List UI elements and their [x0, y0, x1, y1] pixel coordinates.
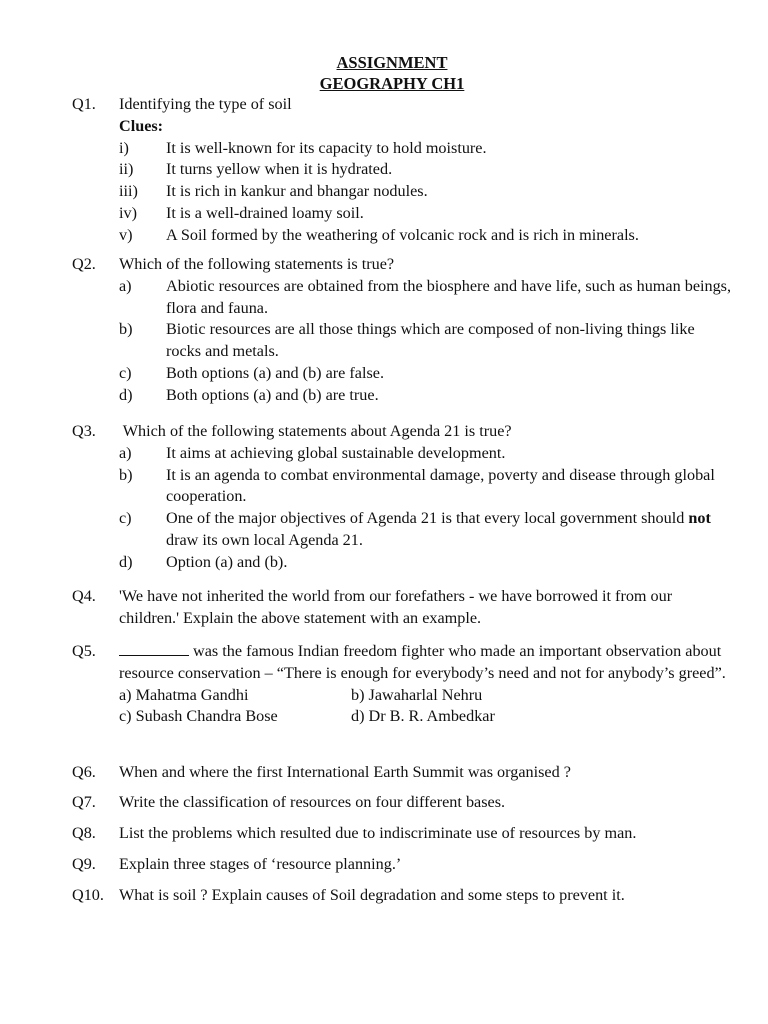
clue-text: A Soil formed by the weathering of volcanic rock and is rich in minerals. [166, 225, 639, 244]
clue-item [119, 225, 732, 247]
option-text: It aims at achieving global sustainable development. [166, 443, 506, 462]
question-4 [72, 586, 732, 630]
clue-label: i) [119, 138, 129, 157]
question-number: Q10. [72, 886, 104, 904]
option-item [119, 443, 732, 465]
clue-item [119, 181, 732, 203]
question-3 [72, 421, 732, 574]
option-text: Both options (a) and (b) are false. [166, 363, 385, 382]
assignment-subtitle: GEOGRAPHY CH1 [319, 74, 465, 93]
question-number: Q9. [72, 855, 96, 873]
option-text: Both options (a) and (b) are true. [166, 385, 379, 404]
question-text: Write the classification of resources on four different bases. [119, 793, 506, 811]
clue-text: It turns yellow when it is hydrated. [166, 160, 393, 179]
clue-text: It is a well-drained loamy soil. [166, 203, 364, 222]
question-5 [72, 641, 732, 728]
option-label: c) [119, 363, 132, 382]
question-text [119, 641, 732, 685]
clue-list [72, 138, 732, 247]
clues-label: Clues: [119, 116, 164, 135]
question-number: Q2. [72, 255, 96, 273]
option-text-part: draw its own local Agenda 21. [166, 530, 363, 549]
option-text: Option (a) and (b). [166, 552, 288, 571]
option-item [119, 385, 732, 407]
question-text: Identifying the type of soil [119, 95, 292, 113]
question-number: Q3. [72, 422, 96, 440]
question-number: Q7. [72, 793, 96, 811]
choice-row [119, 685, 732, 707]
question-7 [72, 792, 732, 814]
question-text: When and where the first International Earth Summit was organised ? [119, 763, 571, 781]
question-number: Q6. [72, 763, 96, 781]
clue-label: iv) [119, 203, 137, 222]
option-text-part: One of the major objectives of Agenda 21 is that every local government should [166, 509, 689, 528]
option-text: It is an agenda to combat environmental damage, poverty and disease through global cooperation. [166, 465, 715, 506]
question-text: What is soil ? Explain causes of Soil degradation and some steps to prevent it. [119, 886, 625, 904]
option-label: b) [119, 320, 133, 339]
choice-a: a) Mahatma Gandhi [119, 685, 249, 704]
question-number: Q4. [72, 587, 96, 605]
option-text: Abiotic resources are obtained from the biosphere and have life, such as human beings, flora and fauna. [166, 276, 732, 317]
question-number: Q1. [72, 95, 96, 113]
clue-item [119, 138, 732, 160]
option-item [119, 319, 732, 363]
question-number: Q8. [72, 824, 96, 842]
option-label: d) [119, 385, 133, 404]
option-item [119, 363, 732, 385]
option-text [166, 508, 732, 552]
question-6 [72, 762, 732, 784]
question-text-body: was the famous Indian freedom fighter who made an important observation about resource conservation – “There is enough for everybody’s need and not for anybody’s greed”. [119, 642, 726, 682]
assignment-title: ASSIGNMENT [336, 53, 448, 72]
option-label: b) [119, 465, 133, 484]
question-text: Which of the following statements is true? [119, 255, 395, 273]
option-label: d) [119, 552, 133, 571]
option-label: a) [119, 276, 132, 295]
choice-row [119, 706, 732, 728]
question-text: Which of the following statements about Agenda 21 is true? [119, 422, 512, 440]
clue-item [119, 203, 732, 225]
question-number: Q5. [72, 642, 96, 660]
option-item [119, 465, 732, 509]
option-label: a) [119, 443, 132, 462]
question-text: List the problems which resulted due to indiscriminate use of resources by man. [119, 824, 637, 842]
choice-c: c) Subash Chandra Bose [119, 707, 278, 726]
answer-blank [119, 641, 189, 656]
choice-d: d) Dr B. R. Ambedkar [351, 707, 495, 726]
option-item [119, 276, 732, 320]
option-text: Biotic resources are all those things which are composed of non-living things like rocks and metals. [166, 320, 695, 361]
question-text: 'We have not inherited the world from our forefathers - we have borrowed it from our children.' Explain the above statement with an example. [119, 587, 673, 627]
question-8 [72, 823, 732, 845]
question-10 [72, 885, 732, 907]
option-item [119, 552, 732, 574]
option-label: c) [119, 509, 132, 528]
question-2 [72, 254, 732, 407]
clue-label: ii) [119, 160, 134, 179]
option-text-emphasis: not [688, 509, 711, 528]
choice-b: b) Jawaharlal Nehru [351, 685, 483, 704]
question-1 [72, 94, 732, 247]
clue-text: It is rich in kankur and bhangar nodules. [166, 182, 428, 201]
clue-label: iii) [119, 182, 138, 201]
clue-item [119, 159, 732, 181]
clue-text: It is well-known for its capacity to hold moisture. [166, 138, 487, 157]
question-9 [72, 854, 732, 876]
question-text: Explain three stages of ‘resource planning.’ [119, 855, 402, 873]
clue-label: v) [119, 225, 133, 244]
option-item [119, 508, 732, 552]
